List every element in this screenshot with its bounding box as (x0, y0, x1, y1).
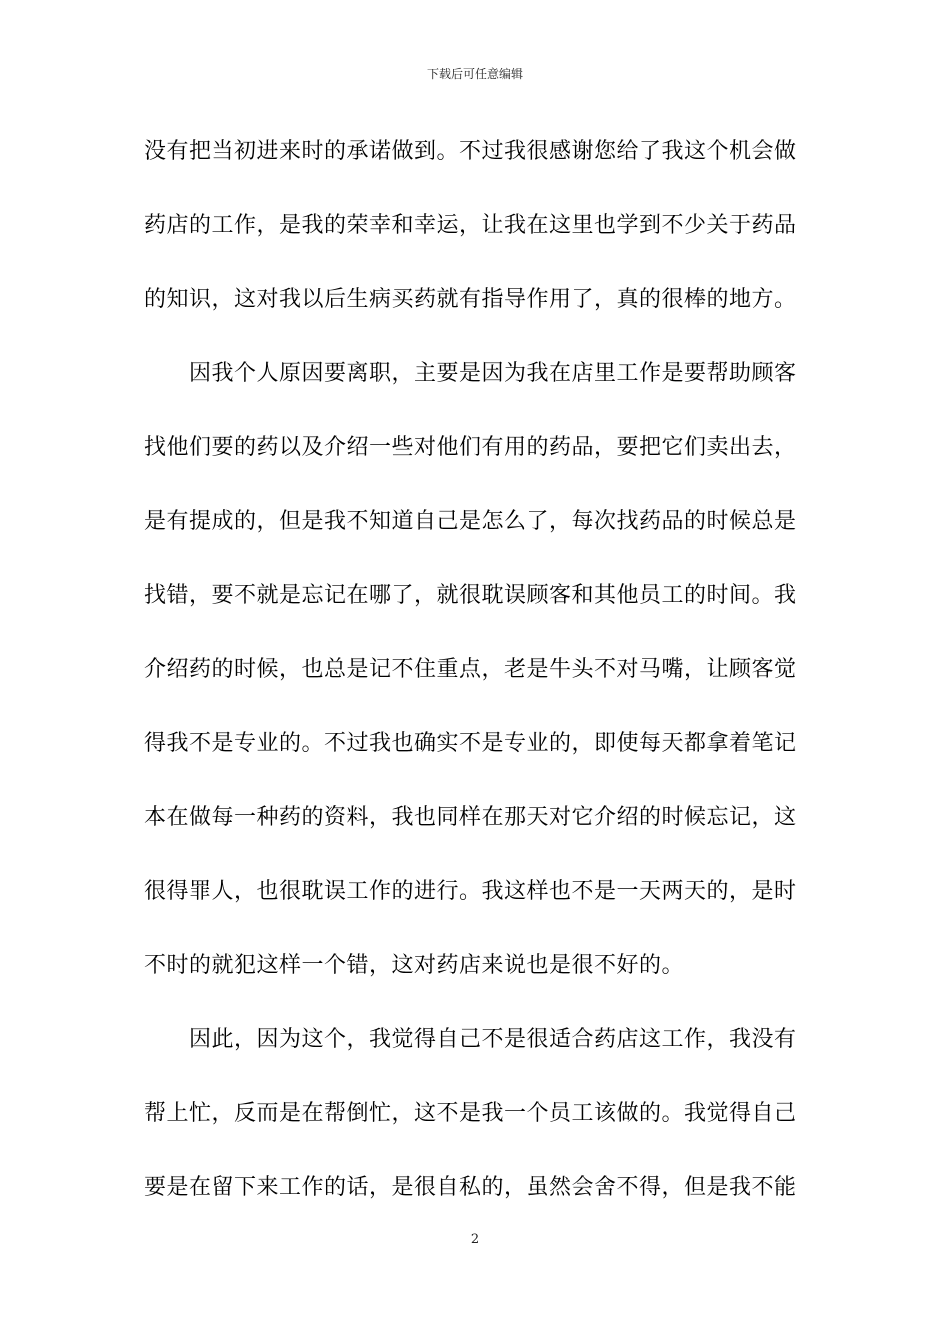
paragraph-first-line: 因此，因为这个，我觉得自己不是很适合药店这工作，我没有 (189, 1027, 797, 1052)
text-line: 不时的就犯这样一个错，这对药店来说也是很不好的。 (144, 953, 685, 978)
text-line: 要是在留下来工作的话，是很自私的，虽然会舍不得，但是我不能 (144, 1175, 797, 1200)
text-line: 介绍药的时候，也总是记不住重点，老是牛头不对马嘴，让顾客觉 (144, 657, 797, 682)
page-number: 2 (470, 1232, 480, 1247)
text-line: 没有把当初进来时的承诺做到。不过我很感谢您给了我这个机会做 (144, 139, 797, 164)
paragraph-first-line: 因我个人原因要离职，主要是因为我在店里工作是要帮助顾客 (189, 361, 797, 386)
text-line: 帮上忙，反而是在帮倒忙，这不是我一个员工该做的。我觉得自己 (144, 1101, 797, 1126)
document-body (144, 131, 810, 1241)
text-line: 找他们要的药以及介绍一些对他们有用的药品，要把它们卖出去， (144, 435, 797, 460)
text-line: 是有提成的，但是我不知道自己是怎么了，每次找药品的时候总是 (144, 509, 797, 534)
text-line: 找错，要不就是忘记在哪了，就很耽误顾客和其他员工的时间。我 (144, 583, 797, 608)
text-line: 的知识，这对我以后生病买药就有指导作用了，真的很棒的地方。 (144, 287, 797, 312)
text-line: 药店的工作，是我的荣幸和幸运，让我在这里也学到不少关于药品 (144, 213, 797, 238)
text-line: 很得罪人，也很耽误工作的进行。我这样也不是一天两天的，是时 (144, 879, 797, 904)
page-header: 下载后可任意编辑 (426, 67, 523, 81)
text-line: 得我不是专业的。不过我也确实不是专业的，即使每天都拿着笔记 (144, 731, 797, 756)
text-line: 本在做每一种药的资料，我也同样在那天对它介绍的时候忘记，这 (144, 805, 797, 830)
